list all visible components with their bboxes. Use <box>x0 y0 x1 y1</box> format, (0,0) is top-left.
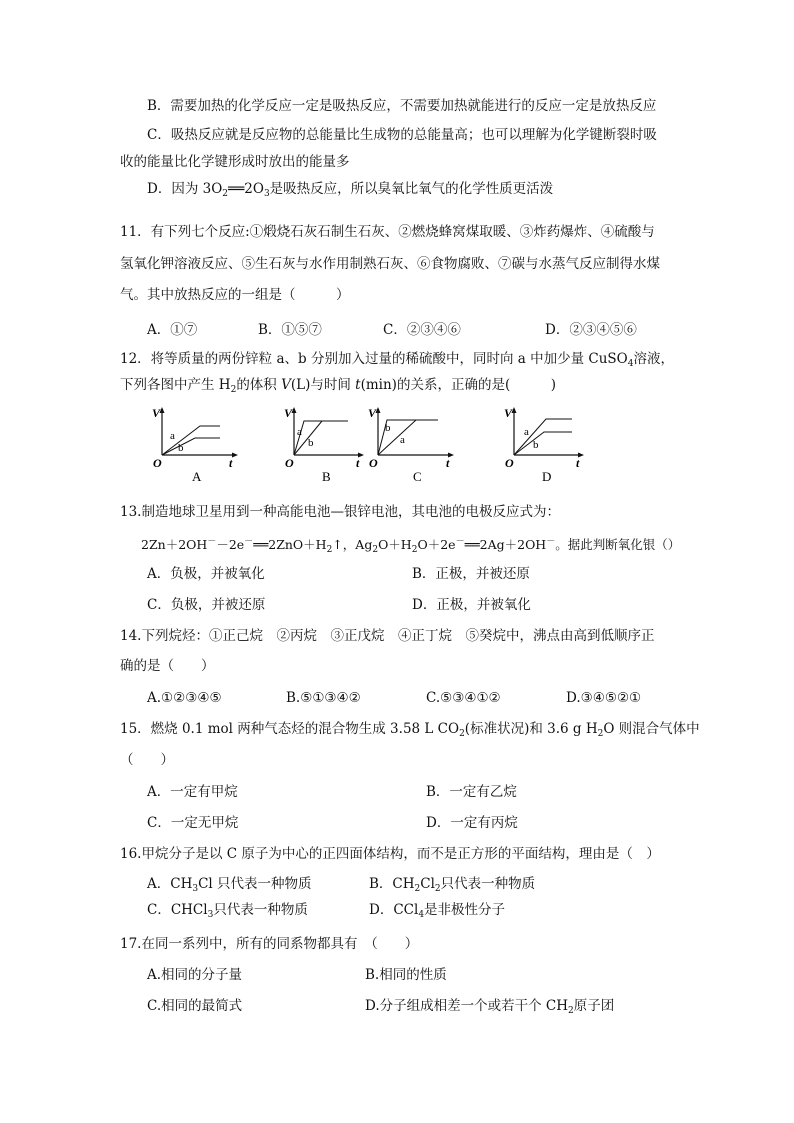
graph-a-label: A <box>192 469 202 484</box>
q14-stem-line1: 14.下列烷烃：①正己烷 ②丙烷 ③正戊烷 ④正丁烷 ⑤癸烷中，沸点由高到低顺序正 <box>120 628 655 644</box>
q11-stem-line2: 氢氧化钾溶液反应、⑤生石灰与水作用制熟石灰、⑥食物腐败、⑦碳与水蒸气反应制得水煤 <box>120 256 660 272</box>
q14-option-d: D.③④⑤②① <box>566 690 642 706</box>
q16-d-post: 是非极性分子 <box>424 902 506 918</box>
q13-eq-5: O＋H <box>378 537 412 552</box>
graph-b-label: B <box>322 469 331 484</box>
q16-option-b: B．$CH_2Cl_2$只代表一种物质 <box>369 876 536 894</box>
q16-a-post: Cl 只代表一种物质 <box>198 876 312 892</box>
q11-option-d: D．②③④⑤⑥ <box>545 322 637 338</box>
curve-a-label: a <box>297 426 302 438</box>
q12-graph-b <box>282 405 374 487</box>
q16-b-post: 只代表一种物质 <box>440 876 536 892</box>
curve-a-label: a <box>400 434 405 446</box>
q15-stem-line2: （ ） <box>120 752 174 768</box>
graph-c-label: C <box>413 469 422 484</box>
q10-option-c-line2: 收的能量比化学键形成时放出的能量多 <box>120 154 350 170</box>
axis-t-label: t <box>446 456 450 470</box>
q16-a-pre: A．CH <box>147 876 193 892</box>
q11-option-c: C．②③④⑥ <box>383 322 461 338</box>
q13-option-c: C．负极，并被还原 <box>147 597 266 613</box>
axis-t-label: t <box>356 456 360 470</box>
q11-stem-line3: 气。其中放热反应的一组是（ ） <box>120 287 350 303</box>
q12-stem-2e: t <box>355 377 361 393</box>
q16-b-mid: Cl <box>420 876 435 892</box>
q13-eq-3: ══2ZnO＋H <box>253 537 327 552</box>
curve-b-label: b <box>533 439 539 451</box>
q12-graph-c <box>366 405 462 487</box>
q14-option-a: A.①②③④⑤ <box>147 690 222 706</box>
q13-eq-8: 。据此判断氧化银（） <box>555 537 681 552</box>
q16-d-pre: D．CCl <box>369 902 419 918</box>
q10-d-post: 是吸热反应，所以臭氧比氧气的化学性质更活泼 <box>269 181 554 197</box>
q15-option-d: D．一定有丙烷 <box>426 815 518 831</box>
curve-b-label: b <box>385 422 391 434</box>
origin-label: O <box>153 456 162 470</box>
q17-d-pre: D.分子组成相差一个或若干个 CH <box>365 998 569 1014</box>
q16-option-c: C．CHCl$_3$只代表一种物质 <box>147 902 308 920</box>
curve-b-label: b <box>178 442 184 454</box>
q16-c-post: 只代表一种物质 <box>213 902 308 918</box>
q13-option-d: D．正极，并被氧化 <box>412 597 531 613</box>
q17-option-d: D.分子组成相差一个或若干个 $CH_2$原子团 <box>365 998 615 1016</box>
q11-option-b: B．①⑤⑦ <box>258 322 322 338</box>
axis-v-label: V <box>504 406 513 420</box>
q12-stem-1a: 12．将等质量的两份锌粒 a、b 分别加入过量的稀硫酸中，同时向 a 中加少量 CuSO <box>120 351 628 367</box>
q12-stem-2d: (L)与时间 <box>290 377 356 393</box>
q14-option-c: C.⑤③④①② <box>426 690 501 706</box>
q12-graph-a <box>150 405 242 487</box>
q17-option-b: B.相同的性质 <box>365 967 447 983</box>
axis-v-label: V <box>368 406 377 420</box>
q13-eq-2: －2e <box>216 537 245 552</box>
q10-option-d: D．因为 $3O_2══2O_3$是吸热反应，所以臭氧比氧气的化学性质更活泼 <box>147 181 554 199</box>
q15-option-b: B．一定有乙烷 <box>426 784 517 800</box>
q13-option-a: A．负极，并被氧化 <box>147 566 265 582</box>
q13-eq-7: ══2Ag＋2OH <box>464 537 547 552</box>
q10-option-c-line1: C．吸热反应就是反应物的总能量比生成物的总能量高；也可以理解为化学键断裂时吸 <box>147 127 657 143</box>
q12-stem-2a: 下列各图中产生 H <box>120 377 231 393</box>
q17-option-c: C.相同的最简式 <box>147 998 243 1014</box>
origin-label: O <box>369 456 378 470</box>
q11-stem-line1: 11．有下列七个反应:①煅烧石灰石制生石灰、②燃烧蜂窝煤取暖、③炸药爆炸、④硫酸与 <box>120 224 655 240</box>
q16-c-pre: C．CHCl <box>147 902 208 918</box>
q15-stem-1c: O 则混合气体中 <box>603 721 700 737</box>
q13-stem: 13.制造地球卫星用到一种高能电池—银锌电池，其电池的电极反应式为： <box>120 504 560 520</box>
curve-b-label: b <box>308 437 314 449</box>
q16-b-pre: B．CH <box>369 876 415 892</box>
q12-stem-2c: V <box>281 377 291 393</box>
origin-label: O <box>285 456 294 470</box>
q14-option-b: B.⑤①③④② <box>286 690 361 706</box>
origin-label: O <box>505 456 514 470</box>
axis-t-label: t <box>229 456 233 470</box>
curve-a-label: a <box>170 430 175 442</box>
q10-d-pre: D．因为 3O <box>147 181 223 197</box>
q12-graph-d <box>502 405 594 487</box>
q17-option-a: A.相同的分子量 <box>147 967 243 983</box>
axis-v-label: V <box>284 406 293 420</box>
q16-stem: 16.甲烷分子是以 C 原子为中心的正四面体结构，而不是正方形的平面结构，理由是（ ） <box>120 846 660 862</box>
q12-stem-line1: 12．将等质量的两份锌粒 a、b 分别加入过量的稀硫酸中，同时向 a 中加少量 CuSO$_4$溶液， <box>120 351 674 369</box>
q13-eq-4: ↑，Ag <box>332 537 373 552</box>
q13-eq-6: O＋2e <box>417 537 456 552</box>
q10-d-mid: ══2O <box>228 181 264 197</box>
q12-stem-line2: 下列各图中产生 $H_2$的体积 V(L)与时间 t(min)的关系，正确的是( ) <box>120 377 556 395</box>
q15-stem-line1: 15．燃烧 0.1 mol 两种气态烃的混合物生成 3.58 L $CO_2$(标准状况)和 3.6 g $H_2O$ 则混合气体中 <box>120 721 700 739</box>
q16-option-a: A．$CH_3Cl$ 只代表一种物质 <box>147 876 312 894</box>
q15-option-c: C．一定无甲烷 <box>147 815 239 831</box>
q14-stem-line2: 确的是（ ） <box>120 658 215 674</box>
q13-option-b: B．正极，并被还原 <box>412 566 530 582</box>
axis-t-label: t <box>576 456 580 470</box>
q10-option-b: B．需要加热的化学反应一定是吸热反应，不需要加热就能进行的反应一定是放热反应 <box>147 98 657 114</box>
q15-stem-1a: 15．燃烧 0.1 mol 两种气态烃的混合物生成 3.58 L CO <box>120 721 460 737</box>
curve-a-label: a <box>524 426 529 438</box>
q12-stem-2b: 的体积 <box>236 377 282 393</box>
q13-eq-1: 2Zn＋2OH <box>141 537 208 552</box>
q15-option-a: A．一定有甲烷 <box>147 784 238 800</box>
q15-stem-1b: (标准状况)和 3.6 g H <box>464 721 598 737</box>
graph-d-label: D <box>542 469 552 484</box>
q11-option-a: A．①⑦ <box>147 322 198 338</box>
axis-v-label: V <box>152 406 161 420</box>
q12-stem-1b: 溶液， <box>633 351 674 367</box>
q12-stem-2f: (min)的关系，正确的是( ) <box>360 377 556 393</box>
q17-stem: 17.在同一系列中，所有的同系物都具有 （ ） <box>120 936 419 952</box>
q16-option-d: D．CCl$_4$是非极性分子 <box>369 902 506 920</box>
q17-d-post: 原子团 <box>573 998 615 1014</box>
q13-equation: $2Zn+2OH^--2e^-══2ZnO+H_2↑$，$Ag_2O+H_2O+2e^-══2Ag+2OH^-$。据此判断氧化银（） <box>141 537 681 555</box>
